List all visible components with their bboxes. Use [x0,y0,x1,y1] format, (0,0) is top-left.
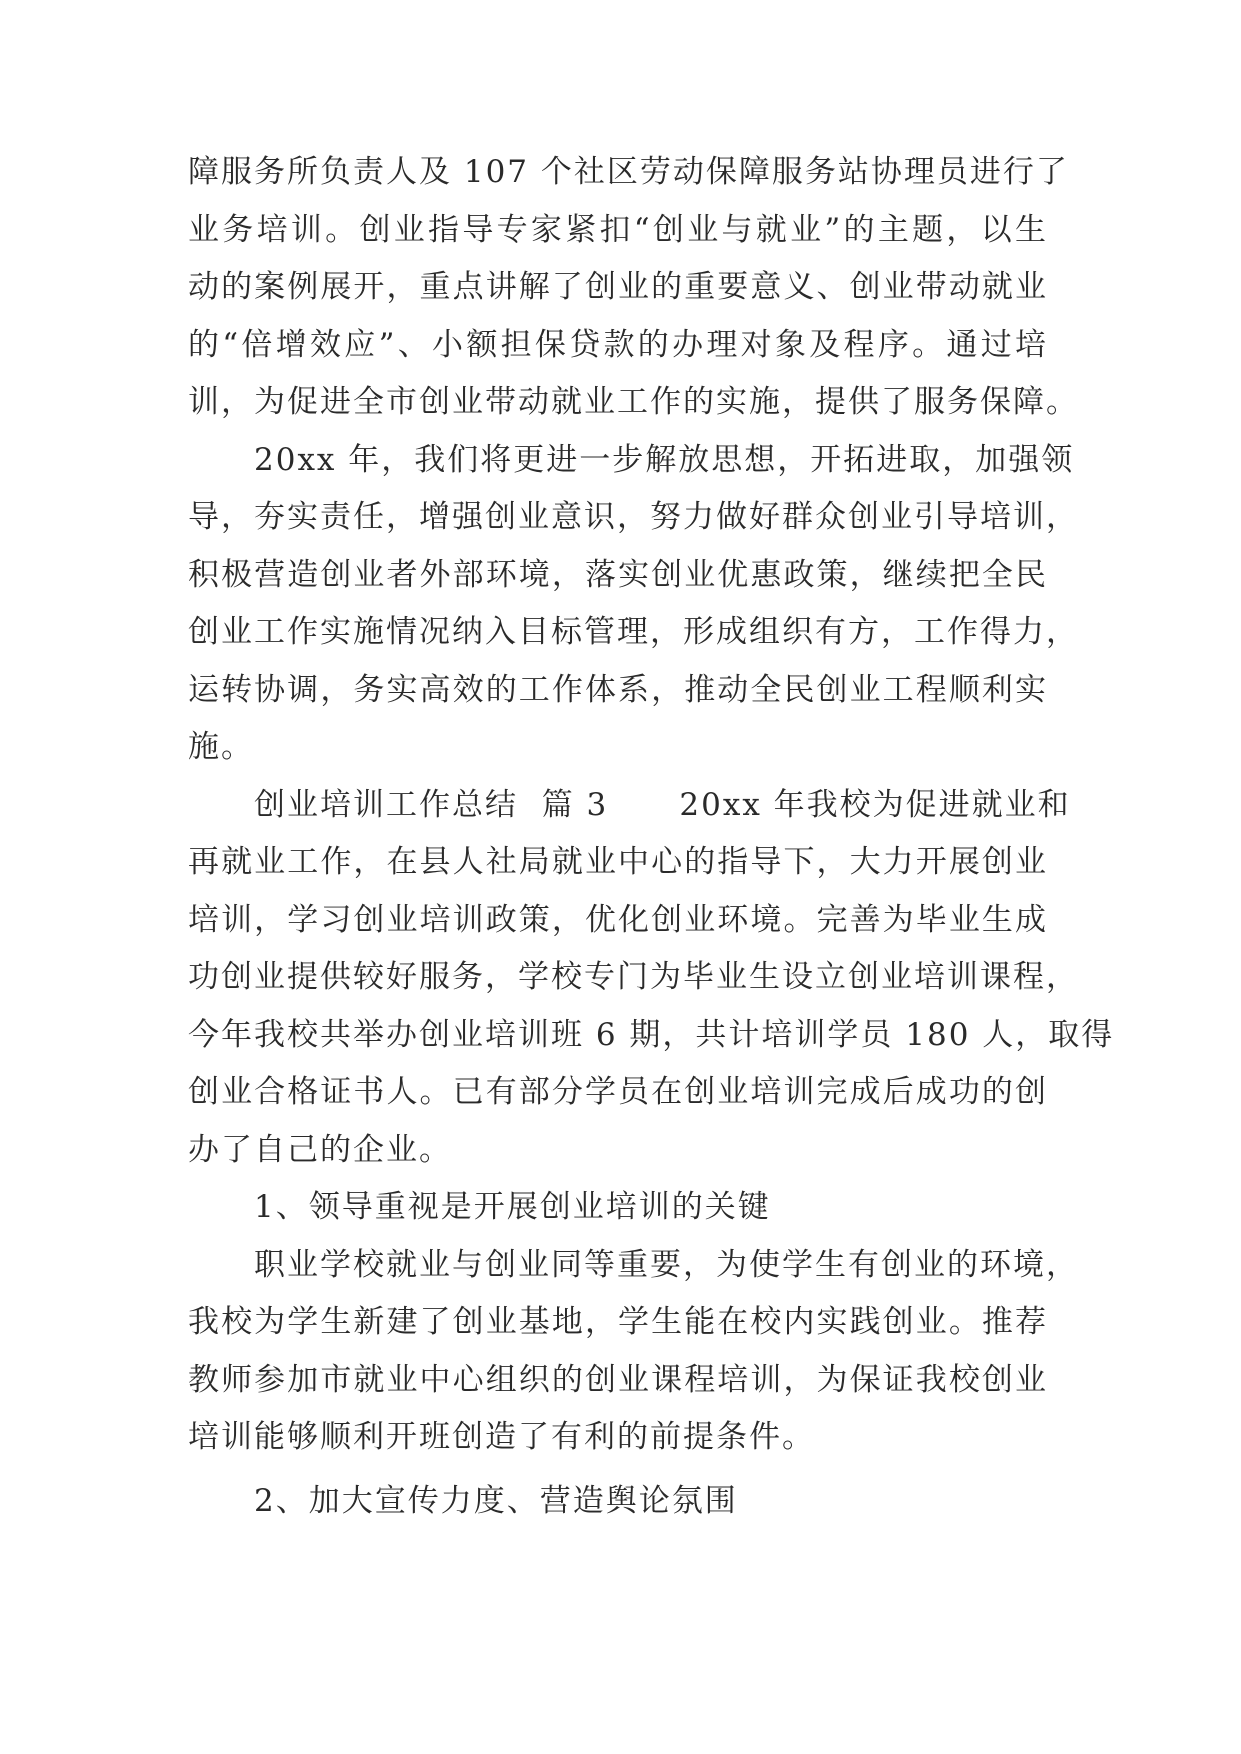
text-line: 我校为学生新建了创业基地，学生能在校内实践创业。推荐 [188,1304,1048,1340]
text-line: 障服务所负责人及 107 个社区劳动保障服务站协理员进行了 [188,154,1069,190]
text-line: 训，为促进全市创业带动就业工作的实施，提供了服务保障。 [188,384,1079,420]
text-line: 运转协调，务实高效的工作体系，推动全民创业工程顺利实 [188,671,1048,708]
text-line: 今年我校共举办创业培训班 6 期，共计培训学员 180 人，取得 [188,1016,1115,1053]
paragraph [188,432,1079,777]
text-line: 功创业提供较好服务，学校专门为毕业生设立创业培训课程， [188,959,1079,995]
text-line: 积极营造创业者外部环境，落实创业优惠政策，继续把全民 [188,556,1048,593]
text-line: 业务培训。创业指导专家紧扣“创业与就业”的主题，以生 [188,211,1048,248]
text-line: 教师参加市就业中心组织的创业课程培训，为保证我校创业 [188,1361,1048,1398]
text-line: 创业合格证书人。已有部分学员在创业培训完成后成功的创 [188,1074,1048,1110]
paragraph [188,777,1115,1180]
text-line: 培训能够顺利开班创造了有利的前提条件。 [188,1419,815,1455]
text-line: 再就业工作，在县人社局就业中心的指导下，大力开展创业 [188,844,1048,880]
paragraph [188,144,1079,432]
text-line: 动的案例展开，重点讲解了创业的重要意义、创业带动就业 [188,269,1048,305]
text-line: 办了自己的企业。 [188,1131,452,1168]
document-body [188,144,1115,1530]
section-heading [188,1179,1048,1237]
paragraph [188,1237,1079,1467]
text-line: 施。 [188,729,254,765]
section-heading [188,1473,1048,1531]
text-line: 2、加大宣传力度、营造舆论氛围 [254,1482,738,1519]
text-line: 创业培训工作总结 篇 3 20xx 年我校为促进就业和 [254,786,1071,823]
text-line: 创业工作实施情况纳入目标管理，形成组织有方，工作得力， [188,614,1079,650]
text-line: 1、领导重视是开展创业培训的关键 [254,1189,771,1225]
text-line: 培训，学习创业培训政策，优化创业环境。完善为毕业生成 [188,901,1048,938]
text-line: 的“倍增效应”、小额担保贷款的办理对象及程序。通过培 [188,326,1048,363]
text-line: 20xx 年，我们将更进一步解放思想，开拓进取，加强领 [254,441,1075,478]
text-line: 职业学校就业与创业同等重要，为使学生有创业的环境， [254,1246,1079,1283]
text-line: 导，夯实责任，增强创业意识，努力做好群众创业引导培训， [188,499,1079,535]
